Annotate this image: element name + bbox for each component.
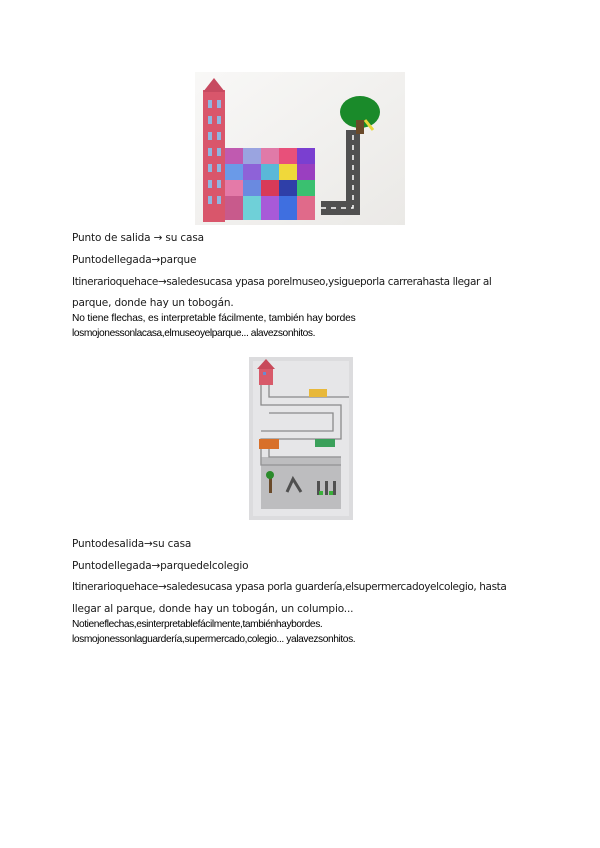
analysis-text-2: Notieneflechas,esinterpretablefácilmente,tambiénhaybordes. — [72, 619, 323, 630]
start-point-text-1: Punto de salida → su casa — [72, 232, 204, 244]
landmarks-text-2: losmojonessonlaguardería,supermercado,colegio... yalavezsonhitos. — [72, 634, 356, 645]
child-drawing-2 — [249, 357, 353, 520]
itinerary-text-1-cont: parque, donde hay un tobogán. — [72, 297, 234, 309]
itinerary-text-2: Itinerarioquehace→saledesucasa ypasa porla guardería,elsupermercadoyelcolegio, hasta — [72, 581, 507, 593]
end-point-text-2: Puntodellegada→parquedelcolegio — [72, 560, 249, 572]
itinerary-text-1: Itinerarioquehace→saledesucasa ypasa porelmuseo,ysigueporla carrerahasta llegar al — [72, 276, 492, 288]
child-drawing-1 — [195, 72, 405, 225]
itinerary-text-2-cont: llegar al parque, donde hay un tobogán, un columpio... — [72, 603, 354, 615]
start-point-text-2: Puntodesalida→su casa — [72, 538, 192, 550]
landmarks-text-1: losmojonessonlacasa,elmuseoyelparque... alavezsonhitos. — [72, 328, 316, 339]
end-point-text-1: Puntodellegada→parque — [72, 254, 197, 266]
analysis-text-1: No tiene flechas, es interpretable fácilmente, también hay bordes — [72, 313, 356, 324]
